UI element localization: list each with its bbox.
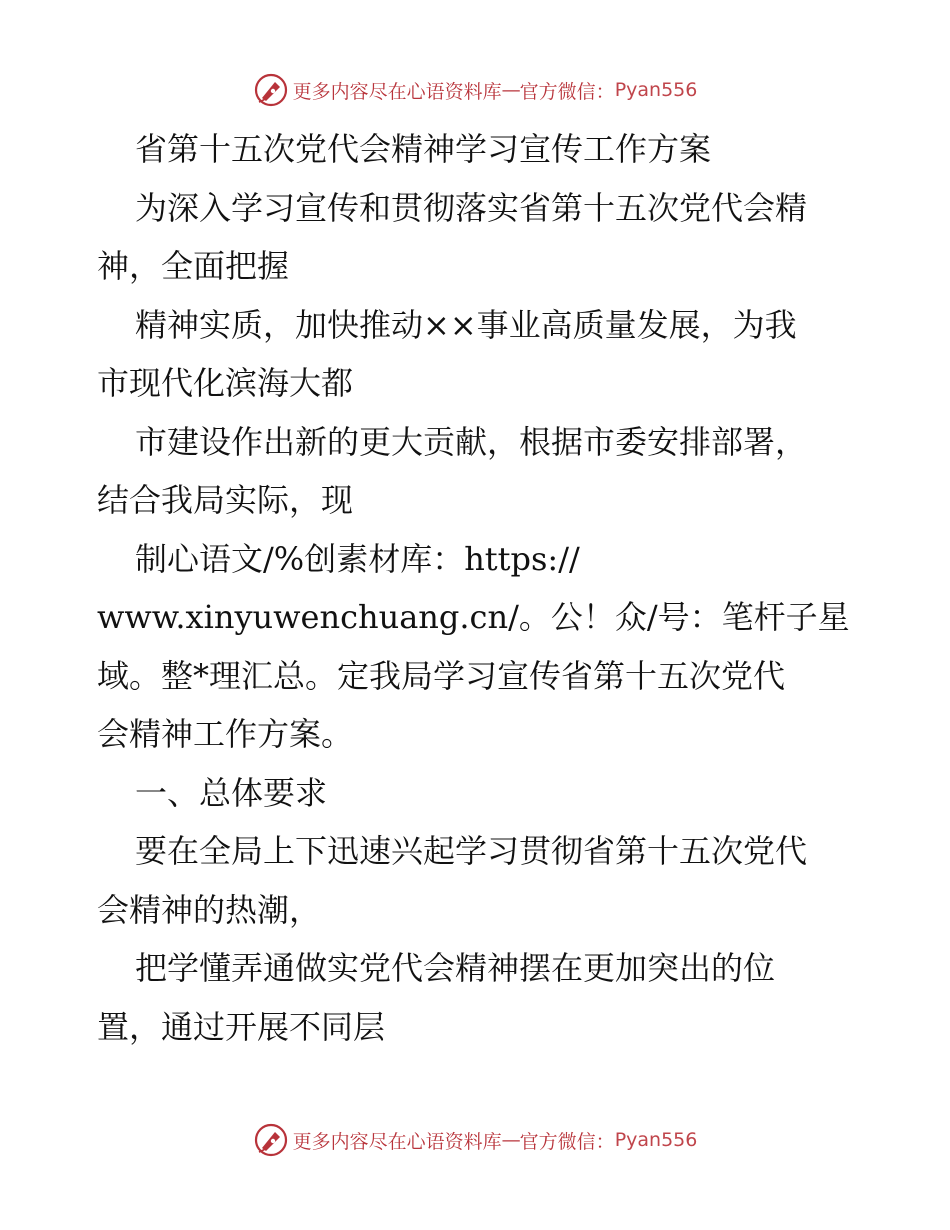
paragraph-line: 要在全局上下迅速兴起学习贯彻省第十五次党代 bbox=[135, 832, 808, 870]
paragraph-line: 置，通过开展不同层 bbox=[97, 1007, 386, 1046]
document-title: 省第十五次党代会精神学习宣传工作方案 bbox=[135, 130, 712, 168]
banner-official-label: 官方微信： bbox=[519, 1130, 615, 1153]
document-body bbox=[97, 120, 857, 1056]
banner-official-label: 官方微信： bbox=[519, 80, 615, 103]
paragraph-line: 市现代化滨海大都 bbox=[97, 364, 354, 402]
banner-site-text: 更多内容尽在心语资料库 bbox=[292, 1130, 502, 1153]
section-heading: 一、总体要求 bbox=[135, 773, 328, 812]
paragraph-line: www.xinyuwenchuang.cn/。公！众/号：笔杆子星 bbox=[97, 598, 850, 636]
pen-nib-logo-icon bbox=[253, 72, 289, 108]
banner-wechat-id: Pyan556 bbox=[614, 79, 698, 101]
paragraph-line: 会精神的热潮， bbox=[97, 890, 322, 929]
paragraph-line: 制心语文/%创素材库：https:// bbox=[135, 539, 580, 578]
paragraph-line: 域。整*理汇总。定我局学习宣传省第十五次党代 bbox=[97, 656, 786, 695]
paragraph-line: 神，全面把握 bbox=[97, 247, 290, 285]
pen-nib-logo-icon bbox=[253, 1122, 289, 1158]
paragraph-line: 会精神工作方案。 bbox=[97, 715, 354, 753]
banner-site-text: 更多内容尽在心语资料库 bbox=[292, 80, 502, 103]
footer-banner bbox=[0, 1120, 950, 1160]
banner-dash: — bbox=[501, 1129, 520, 1151]
paragraph-line: 为深入学习宣传和贯彻落实省第十五次党代会精 bbox=[135, 188, 808, 227]
banner-dash: — bbox=[501, 79, 520, 101]
paragraph-line: 把学懂弄通做实党代会精神摆在更加突出的位 bbox=[135, 949, 776, 987]
paragraph-line: 市建设作出新的更大贡献，根据市委安排部署， bbox=[135, 422, 808, 461]
paragraph-line: 结合我局实际，现 bbox=[97, 481, 354, 519]
header-banner bbox=[0, 70, 950, 110]
paragraph-line: 精神实质，加快推动××事业高质量发展，为我 bbox=[135, 305, 797, 344]
banner-wechat-id: Pyan556 bbox=[614, 1129, 698, 1151]
